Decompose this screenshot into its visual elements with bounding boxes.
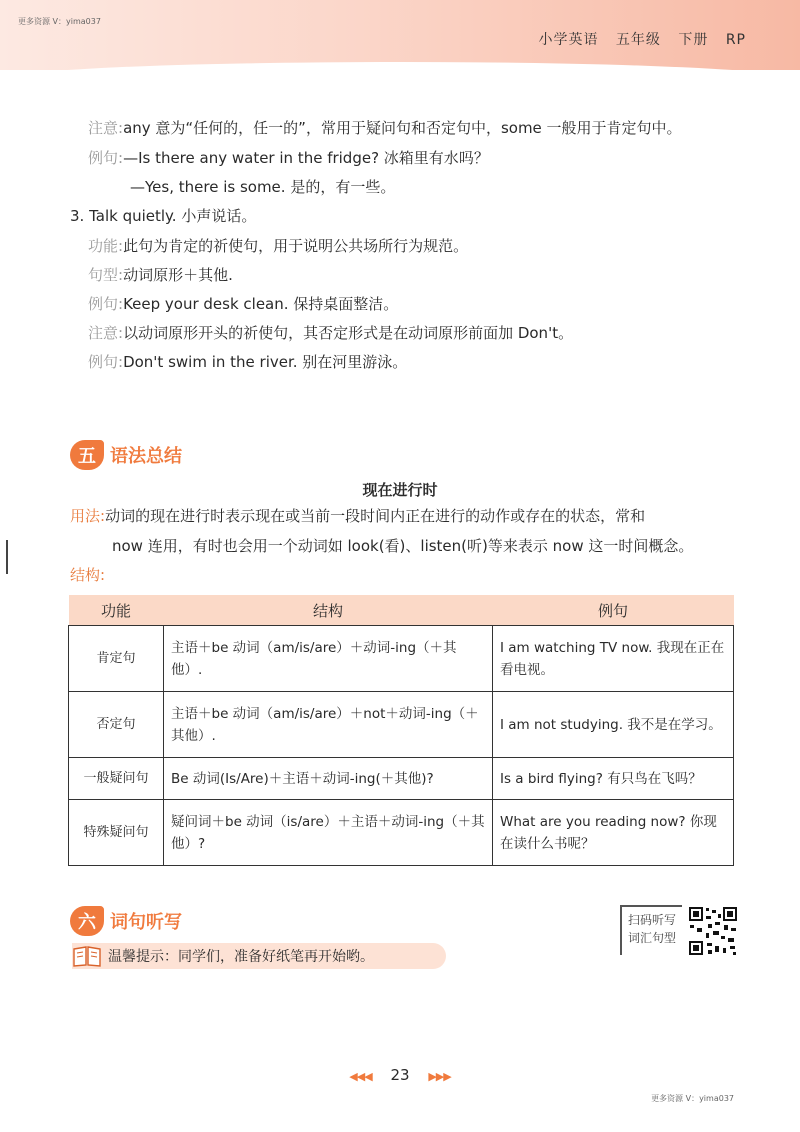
header-function: 功能 bbox=[69, 595, 164, 626]
example-text: Keep your desk clean. 保持桌面整洁。 bbox=[123, 295, 399, 313]
section-5-heading: 语法总结 bbox=[110, 446, 182, 467]
bottom-watermark: 更多资源 V：yima037 bbox=[651, 1094, 734, 1103]
item-3-heading: 3. Talk quietly. 小声说话。 bbox=[70, 207, 257, 225]
usage-label: 用法: bbox=[70, 507, 106, 525]
function-text: 此句为肯定的祈使句，用于说明公共场所行为规范。 bbox=[123, 237, 469, 255]
example-dont-swim bbox=[88, 352, 407, 372]
header-structure: 结构 bbox=[164, 595, 493, 626]
table-row bbox=[69, 626, 734, 692]
table-row bbox=[69, 758, 734, 800]
usage-text-1: 动词的现在进行时表示现在或当前一段时间内正在进行的动作或存在的状态，常和 bbox=[105, 507, 646, 525]
section-6-title bbox=[70, 906, 182, 936]
cell-function: 一般疑问句 bbox=[69, 758, 164, 800]
qr-code-icon[interactable] bbox=[688, 906, 738, 956]
header-subject: 小学英语 bbox=[538, 32, 599, 48]
cell-structure: 主语＋be 动词（am/is/are）＋not＋动词-ing（＋其他）. bbox=[164, 692, 493, 758]
example-question bbox=[88, 148, 489, 168]
header-term: 下册 bbox=[678, 32, 709, 48]
prev-page-arrows-icon: ◀◀◀ bbox=[349, 1070, 372, 1083]
cell-example: What are you reading now? 你现在读什么书呢？ bbox=[493, 800, 734, 866]
qr-caption bbox=[620, 905, 682, 955]
edge-mark bbox=[6, 540, 8, 574]
cell-structure: 疑问词＋be 动词（is/are）＋主语＋动词-ing（＋其他）? bbox=[164, 800, 493, 866]
note-text: any 意为“任何的，任一的”，常用于疑问句和否定句中，some 一般用于肯定句中。 bbox=[123, 119, 682, 137]
section-6-badge: 六 bbox=[70, 906, 104, 936]
example-label: 例句: bbox=[88, 149, 124, 167]
cell-example: I am not studying. 我不是在学习。 bbox=[493, 692, 734, 758]
header-example: 例句 bbox=[493, 595, 734, 626]
header-book-info bbox=[526, 29, 746, 49]
note-label: 注意: bbox=[88, 119, 124, 137]
example-answer: —Yes, there is some. 是的，有一些。 bbox=[130, 178, 396, 196]
tip-bar bbox=[72, 943, 446, 969]
structure-tag: 结构: bbox=[70, 566, 106, 584]
cell-function: 特殊疑问句 bbox=[69, 800, 164, 866]
table-row bbox=[69, 692, 734, 758]
cell-example: Is a bird flying? 有只鸟在飞吗？ bbox=[493, 758, 734, 800]
note-text: 以动词原形开头的祈使句，其否定形式是在动词原形前面加 Don't。 bbox=[123, 324, 574, 342]
table-header-row bbox=[69, 595, 734, 626]
example-text: Don't swim in the river. 别在河里游泳。 bbox=[123, 353, 408, 371]
note-any-some bbox=[88, 118, 682, 138]
function-label: 功能: bbox=[88, 237, 124, 255]
section-6-heading: 词句听写 bbox=[110, 912, 182, 933]
pattern-note bbox=[88, 265, 233, 285]
structure-label bbox=[70, 565, 105, 585]
usage-line-2: now 连用，有时也会用一个动词如 look(看)、listen(听)等来表示 now 这一时间概念。 bbox=[112, 537, 694, 555]
page-number: 23 bbox=[390, 1066, 410, 1084]
table-row bbox=[69, 800, 734, 866]
example-label: 例句: bbox=[88, 295, 124, 313]
example-keep-desk bbox=[88, 294, 398, 314]
section-5-badge: 五 bbox=[70, 440, 104, 470]
section-5-title bbox=[70, 440, 182, 470]
cell-structure: Be 动词(Is/Are)＋主语＋动词-ing(＋其他)? bbox=[164, 758, 493, 800]
pattern-label: 句型: bbox=[88, 266, 124, 284]
note-label: 注意: bbox=[88, 324, 124, 342]
page-navigation bbox=[0, 1066, 800, 1084]
open-book-icon bbox=[72, 944, 102, 968]
tip-text: 温馨提示：同学们，准备好纸笔再开始哟。 bbox=[108, 949, 374, 965]
grammar-table bbox=[68, 595, 734, 866]
qr-caption-line-2: 词汇句型 bbox=[628, 931, 677, 945]
cell-structure: 主语＋be 动词（am/is/are）＋动词-ing（＋其他）. bbox=[164, 626, 493, 692]
header-edition: RP bbox=[725, 32, 746, 48]
cell-function: 否定句 bbox=[69, 692, 164, 758]
pattern-text: 动词原形＋其他. bbox=[123, 266, 233, 284]
usage-line-1 bbox=[70, 506, 645, 526]
grammar-topic-title: 现在进行时 bbox=[362, 481, 438, 499]
cell-example: I am watching TV now. 我现在正在看电视。 bbox=[493, 626, 734, 692]
next-page-arrows-icon: ▶▶▶ bbox=[428, 1070, 451, 1083]
function-note bbox=[88, 236, 468, 256]
example-label: 例句: bbox=[88, 353, 124, 371]
cell-function: 肯定句 bbox=[69, 626, 164, 692]
example-text: —Is there any water in the fridge? 冰箱里有水吗？ bbox=[123, 149, 489, 167]
header-grade: 五年级 bbox=[615, 32, 661, 48]
top-watermark: 更多资源 V：yima037 bbox=[18, 17, 101, 26]
negative-imperative-note bbox=[88, 323, 573, 343]
qr-caption-line-1: 扫码听写 bbox=[628, 913, 677, 927]
